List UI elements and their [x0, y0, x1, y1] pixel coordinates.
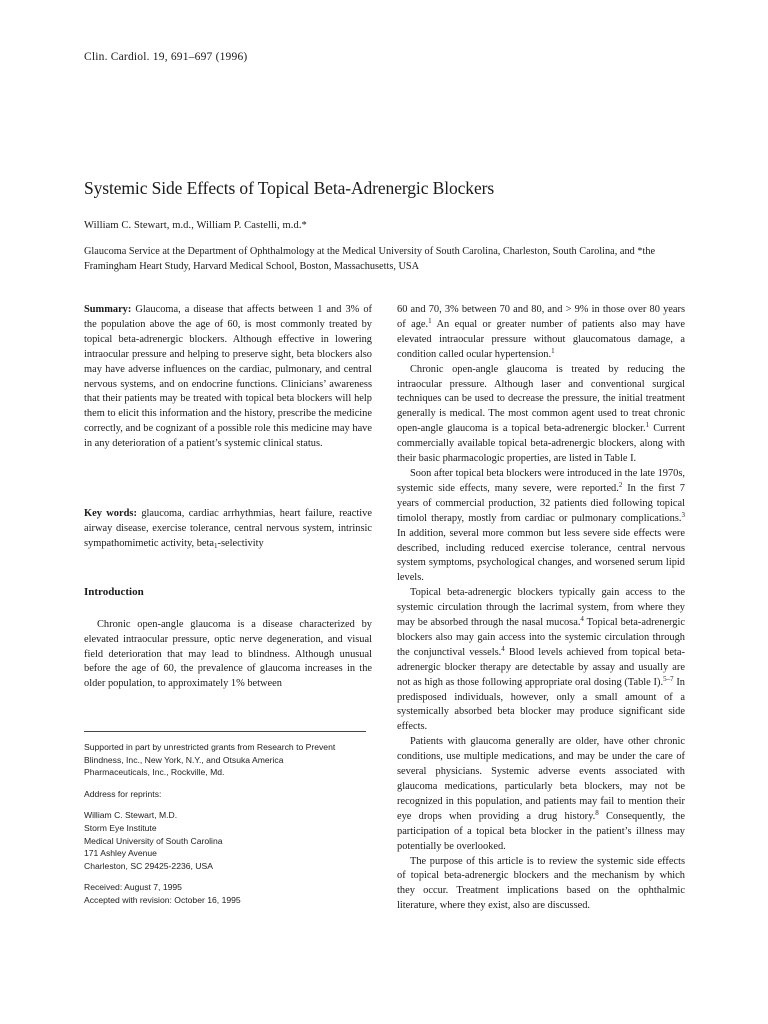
text-run: An equal or greater number of patients also may have elevated intraocular pressure without glaucomatous damage, a condition called ocular hypertension.	[397, 318, 685, 360]
summary-text: Glaucoma, a disease that affects between 1 and 3% of the population above the age of 60, is most commonly treated by topical beta-adrenergic blockers. Although effective in lowering intraocular pressure and helping to preserve sight, beta blockers also may have adverse influences on the cardiac, pulmonary, and central nervous systems, and on endocrine functions. Clinicians’ awareness that their patients may be treated with topical beta blockers will help them to elicit this information and the history, prescribe the medicine correctly, and be cognizant of a possible role this medicine may have in any deterioration of a patient’s systemic clinical status.	[84, 304, 372, 450]
address-line: Storm Eye Institute	[84, 822, 157, 833]
received-date: Received: August 7, 1995	[84, 882, 182, 893]
reprint-label: Address for reprints:	[84, 788, 162, 799]
citation-ref: 4	[580, 615, 584, 624]
footnotes	[84, 741, 374, 912]
affiliation: Glaucoma Service at the Department of Ophthalmology at the Medical University of South Carolina, Charleston, South Carolina, and *the Framingham Heart Study, Harvard Medical School, Boston, Massachusetts, USA	[84, 246, 656, 272]
address-line: Charleston, SC 29425-2236, USA	[84, 860, 213, 871]
body-paragraph-3	[397, 467, 685, 586]
citation-ref: 8	[595, 808, 599, 817]
address-line: Medical University of South Carolina	[84, 835, 223, 846]
citation-ref: 1	[645, 421, 650, 430]
text-run: 60 and 70, 3% between 70 and 80, and > 9% in those over 80 years of age.	[397, 304, 685, 330]
address-line: 171 Ashley Avenue	[84, 848, 157, 859]
text-run: Blood levels achieved from topical beta-adrenergic blocker therapy are detectable by assay and usually are not as high as those following appropriate oral dosing (Table I).	[397, 646, 685, 688]
body-paragraph-4	[397, 586, 685, 735]
citation-ref: 4	[501, 644, 505, 653]
text-run: Soon after topical beta blockers were introduced in the late 1970s, systemic side effects, many severe, were reported.	[397, 467, 685, 494]
footnote-line: Pharmaceuticals, Inc., Rockville, Md.	[84, 767, 225, 778]
footnote-line: Blindness, Inc., New York, N.Y., and Otsuka America	[84, 754, 284, 765]
text-run: Topical beta-adrenergic blockers also may gain access into the systemic circulation through the conjunctival vessels.	[397, 617, 685, 658]
citation-ref: 1	[428, 316, 432, 325]
accepted-date: Accepted with revision: October 16, 1995	[84, 894, 241, 905]
text-run: In addition, several more common but less severe side effects were described, including reduced exercise tolerance, central nervous system symptoms, psychological changes, and worsened serum lipid levels.	[397, 527, 685, 584]
citation-ref: 1	[551, 346, 555, 355]
summary-paragraph	[84, 303, 372, 452]
text-run: Chronic open-angle glaucoma is treated by reducing the intraocular pressure. Although laser and conventional surgical techniques can be used to decrease the pressure, the initial treatment generally is medical. The most common agent used to treat chronic open-angle glaucoma is a topical beta-adrenergic blocker.	[397, 363, 685, 435]
article-title: Systemic Side Effects of Topical Beta-Adrenergic Blockers	[84, 178, 495, 198]
funding-note	[84, 741, 374, 779]
keywords-paragraph	[84, 507, 372, 552]
keywords-tail: -selectivity	[217, 537, 264, 549]
text-run: In predisposed individuals, however, only a small amount of a systemically absorbed beta blocker may produce significant side effects.	[397, 676, 685, 733]
keywords-text: glaucoma, cardiac arrhythmias, heart failure, reactive airway disease, exercise tolerance, central nervous system, intrinsic sympathomimetic activity, beta	[84, 508, 372, 549]
dates-note	[84, 881, 374, 906]
text-run: Consequently, the participation of a topical beta blocker in the patient’s illness may potentially be overlooked.	[397, 810, 685, 852]
text-run: Topical beta-adrenergic blockers typically gain access to the systemic circulation through the lacrimal system, from where they may be absorbed through the nasal mucosa.	[397, 587, 685, 629]
journal-citation: Clin. Cardiol. 19, 691–697 (1996)	[84, 51, 248, 63]
keywords-subscript: 1	[214, 541, 218, 550]
text-run: Current commercially available topical beta-adrenergic blockers, along with their basic pharmacologic properties, are listed in Table I.	[397, 423, 685, 465]
right-column	[397, 303, 685, 914]
body-paragraph-1	[397, 303, 685, 363]
text-run: In the first 7 years of commercial production, 32 patients died following topical timolol therapy, mostly from cardiac or pulmonary complications.	[397, 482, 685, 524]
citation-ref: 5–7	[663, 674, 674, 683]
body-paragraph-6: The purpose of this article is to review the systemic side effects of topical beta-adrenergic blockers and the mechanism by which they occur. Treatment implications based on the ophthalmic literature, where they exist, also are discussed.	[397, 855, 685, 912]
reprint-address	[84, 809, 374, 872]
footnote-divider	[84, 731, 366, 732]
body-paragraph-2	[397, 363, 685, 467]
address-line: William C. Stewart, M.D.	[84, 810, 178, 821]
left-column	[84, 303, 372, 692]
keywords-label: Key words:	[84, 508, 137, 520]
footnote-line: Supported in part by unrestricted grants from Research to Prevent	[84, 742, 336, 752]
section-heading-introduction: Introduction	[84, 585, 144, 598]
summary-label: Summary:	[84, 304, 132, 315]
author-line: William C. Stewart, m.d., William P. Castelli, m.d.*	[84, 220, 307, 231]
citation-ref: 3	[681, 510, 685, 519]
intro-paragraph-1: Chronic open-angle glaucoma is a disease characterized by elevated intraocular pressure, optic nerve degeneration, and visual field deterioration that may lead to blindness. Although unusual before the age of 60, the prevalence of glaucoma increases in the older population, to approximately 1% between	[84, 618, 372, 690]
text-run: Patients with glaucoma generally are older, have other chronic conditions, use multiple medications, and may be under the care of several physicians. Systemic adverse events associated with glaucoma medications, particularly beta blockers, may not be recognized in this population, and patients may fail to mention their eye drops when providing a drug history.	[397, 736, 685, 822]
body-paragraph-5	[397, 735, 685, 854]
citation-ref: 2	[618, 480, 623, 489]
